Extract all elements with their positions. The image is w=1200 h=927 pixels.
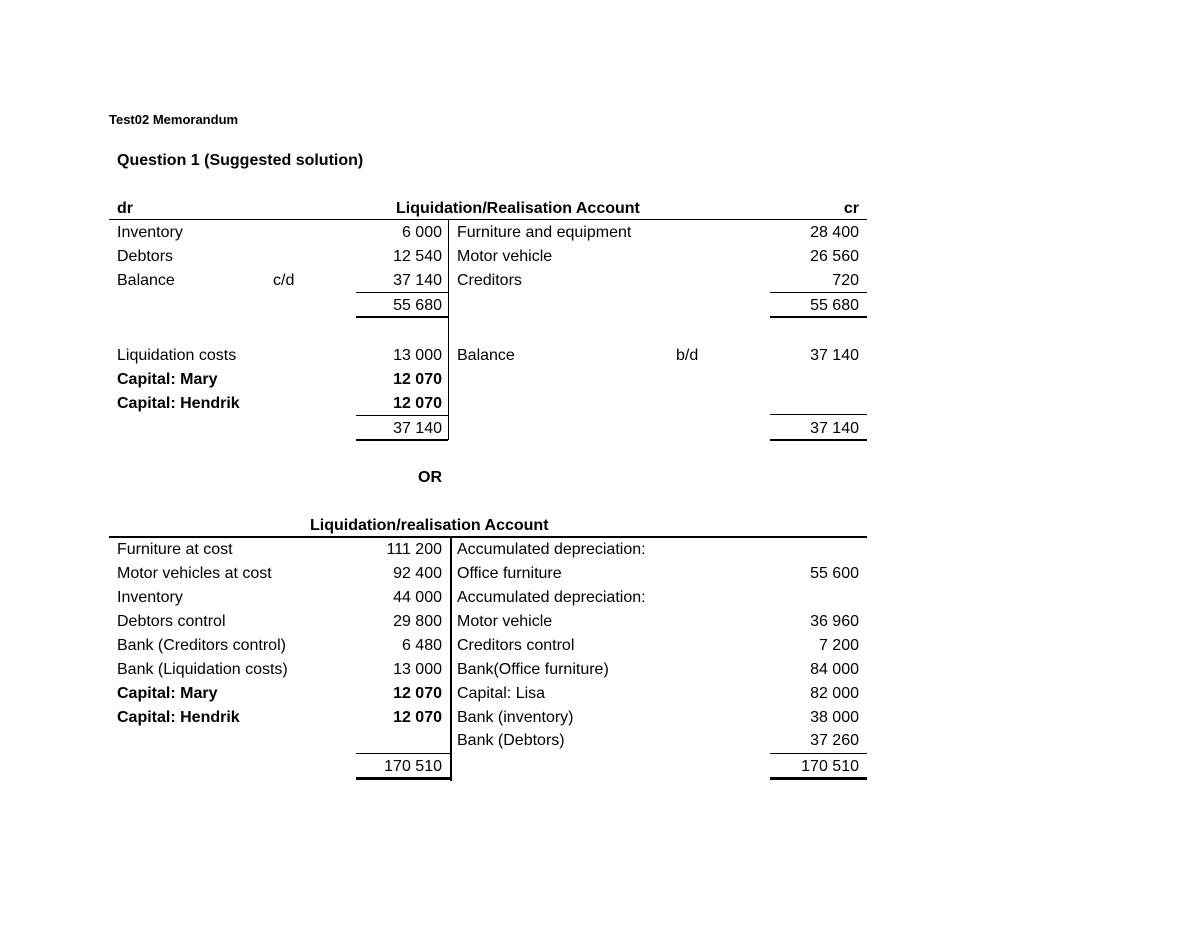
cr-label: cr bbox=[843, 200, 859, 217]
total-double-rule bbox=[770, 316, 867, 318]
credit-label: Creditors bbox=[457, 272, 522, 289]
debit-amount: 37 140 bbox=[393, 272, 442, 289]
question-heading: Question 1 (Suggested solution) bbox=[117, 152, 364, 169]
credit-amount: 36 960 bbox=[810, 613, 859, 630]
document-title: Test02 Memorandum bbox=[109, 112, 239, 127]
debit-amount: 13 000 bbox=[393, 347, 442, 364]
credit-label: Accumulated depreciation: bbox=[457, 589, 646, 606]
or-separator: OR bbox=[418, 469, 442, 486]
debit-amount: 12 070 bbox=[393, 685, 442, 702]
debit-label: Debtors control bbox=[117, 613, 226, 630]
credit-label: Capital: Lisa bbox=[457, 685, 546, 702]
total-rule bbox=[770, 292, 867, 293]
total-rule bbox=[356, 292, 448, 293]
debit-label: Capital: Hendrik bbox=[117, 709, 240, 726]
credit-label: Bank (inventory) bbox=[457, 709, 574, 726]
debit-label: Furniture at cost bbox=[117, 541, 233, 558]
debit-label: Inventory bbox=[117, 589, 183, 606]
total-rule bbox=[770, 414, 867, 415]
credit-amount: 720 bbox=[832, 272, 859, 289]
credit-amount: 7 200 bbox=[818, 637, 859, 654]
total-rule bbox=[356, 753, 452, 754]
account2-title: Liquidation/realisation Account bbox=[310, 517, 549, 534]
debit-note: c/d bbox=[273, 272, 295, 289]
total-double-rule bbox=[770, 439, 867, 441]
credit-amount: 37 140 bbox=[810, 347, 859, 364]
credit-note: b/d bbox=[676, 347, 699, 364]
debit-amount: 44 000 bbox=[393, 589, 442, 606]
credit-label: Accumulated depreciation: bbox=[457, 541, 646, 558]
debit-amount: 13 000 bbox=[393, 661, 442, 678]
credit-label: Motor vehicle bbox=[457, 248, 553, 265]
credit-amount: 84 000 bbox=[810, 661, 859, 678]
debit-amount: 12 540 bbox=[393, 248, 442, 265]
credit-label: Balance bbox=[457, 347, 515, 364]
credit-label: Furniture and equipment bbox=[457, 224, 632, 241]
debit-amount: 6 480 bbox=[401, 637, 442, 654]
dr-label: dr bbox=[117, 200, 133, 217]
total-double-rule bbox=[770, 777, 867, 780]
debit-label: Balance bbox=[117, 272, 175, 289]
credit-amount: 82 000 bbox=[810, 685, 859, 702]
account1-top-rule bbox=[109, 219, 867, 220]
total-double-rule bbox=[356, 316, 448, 318]
debit-total: 55 680 bbox=[393, 297, 442, 314]
credit-total: 37 140 bbox=[810, 420, 859, 437]
debit-amount: 12 070 bbox=[393, 371, 442, 388]
debit-label: Capital: Mary bbox=[117, 371, 218, 388]
debit-label: Bank (Liquidation costs) bbox=[117, 661, 288, 678]
total-rule bbox=[770, 753, 867, 754]
debit-amount: 92 400 bbox=[393, 565, 442, 582]
credit-label: Motor vehicle bbox=[457, 613, 553, 630]
debit-amount: 12 070 bbox=[393, 709, 442, 726]
debit-label: Inventory bbox=[117, 224, 183, 241]
credit-amount: 28 400 bbox=[810, 224, 859, 241]
debit-total: 37 140 bbox=[393, 420, 442, 437]
credit-label: Bank (Debtors) bbox=[457, 732, 565, 749]
credit-amount: 38 000 bbox=[810, 709, 859, 726]
debit-label: Capital: Mary bbox=[117, 685, 218, 702]
debit-label: Liquidation costs bbox=[117, 347, 237, 364]
debit-amount: 111 200 bbox=[386, 541, 442, 558]
debit-amount: 6 000 bbox=[401, 224, 442, 241]
debit-label: Motor vehicles at cost bbox=[117, 565, 272, 582]
total-double-rule bbox=[356, 439, 448, 441]
debit-label: Capital: Hendrik bbox=[117, 395, 240, 412]
debit-label: Debtors bbox=[117, 248, 174, 265]
credit-label: Creditors control bbox=[457, 637, 575, 654]
credit-label: Office furniture bbox=[457, 565, 562, 582]
debit-amount: 29 800 bbox=[393, 613, 442, 630]
credit-total: 55 680 bbox=[810, 297, 859, 314]
credit-label: Bank(Office furniture) bbox=[457, 661, 609, 678]
account2-top-rule bbox=[109, 536, 867, 538]
account2-center-rule bbox=[450, 538, 452, 781]
credit-amount: 37 260 bbox=[810, 732, 859, 749]
debit-label: Bank (Creditors control) bbox=[117, 637, 286, 654]
credit-amount: 55 600 bbox=[810, 565, 859, 582]
credit-total: 170 510 bbox=[801, 758, 859, 775]
account1-center-rule bbox=[448, 220, 449, 440]
debit-amount: 12 070 bbox=[393, 395, 442, 412]
total-rule bbox=[356, 415, 448, 416]
account1-title: Liquidation/Realisation Account bbox=[396, 200, 640, 217]
credit-amount: 26 560 bbox=[810, 248, 859, 265]
total-double-rule bbox=[356, 777, 452, 780]
debit-total: 170 510 bbox=[384, 758, 442, 775]
